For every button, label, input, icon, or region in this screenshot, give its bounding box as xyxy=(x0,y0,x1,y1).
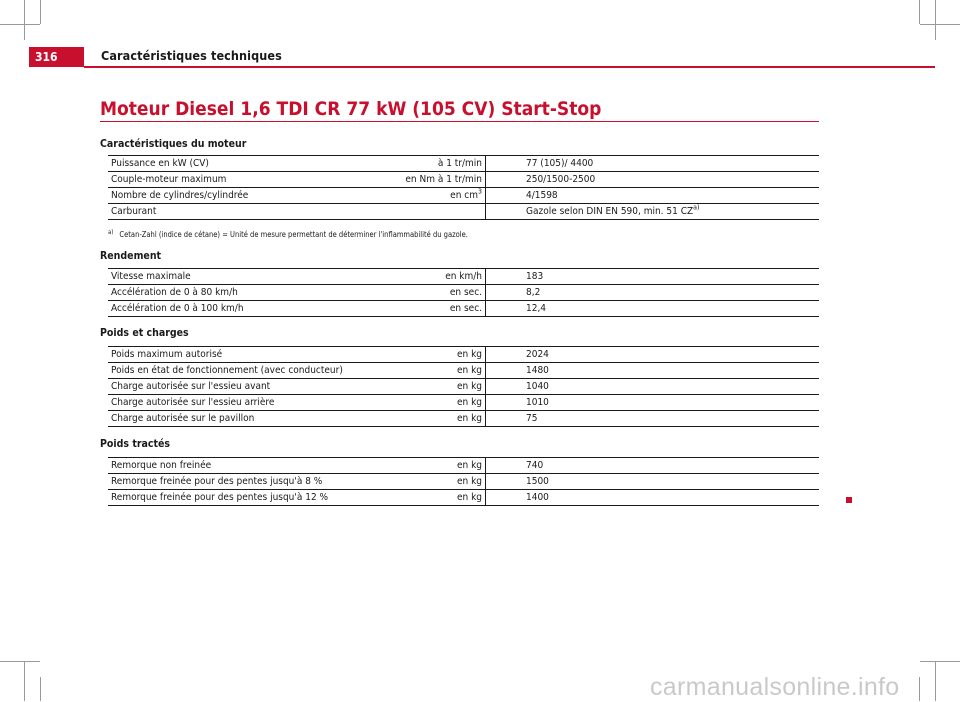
row-value: 1010 xyxy=(486,395,820,411)
row-value: 1040 xyxy=(486,379,820,395)
row-label: Couple-moteur maximum xyxy=(108,172,380,188)
row-value xyxy=(486,204,820,220)
crop-mark xyxy=(0,661,40,662)
row-label: Nombre de cylindres/cylindrée xyxy=(108,188,380,204)
row-value: 183 xyxy=(486,269,820,285)
row-value: 12,4 xyxy=(486,301,820,317)
table-row xyxy=(108,363,819,379)
crop-mark xyxy=(920,24,960,25)
header-rule xyxy=(84,66,935,68)
table-row xyxy=(108,285,819,301)
page-number: 316 xyxy=(29,47,84,67)
row-label: Remorque freinée pour des pentes jusqu'à 8 % xyxy=(108,474,380,490)
table-row xyxy=(108,172,819,188)
section-heading-towing: Poids tractés xyxy=(100,438,171,450)
row-label: Accélération de 0 à 80 km/h xyxy=(108,285,380,301)
table-row xyxy=(108,156,819,172)
row-unit xyxy=(380,204,486,220)
table-row xyxy=(108,347,819,363)
header-title: Caractéristiques techniques xyxy=(101,48,282,63)
row-value: 1400 xyxy=(486,490,820,506)
row-value: 4/1598 xyxy=(486,188,820,204)
crop-mark xyxy=(24,661,25,701)
crop-mark xyxy=(40,677,41,701)
row-unit: en kg xyxy=(380,347,486,363)
title-rule xyxy=(100,121,819,122)
page-title: Moteur Diesel 1,6 TDI CR 77 kW (105 CV) Start-Stop xyxy=(100,98,602,120)
row-value: 8,2 xyxy=(486,285,820,301)
table-row xyxy=(108,490,819,506)
row-unit: en sec. xyxy=(380,285,486,301)
row-label: Remorque freinée pour des pentes jusqu'à 12 % xyxy=(108,490,380,506)
row-label: Accélération de 0 à 100 km/h xyxy=(108,301,380,317)
row-label: Poids maximum autorisé xyxy=(108,347,380,363)
row-unit: en km/h xyxy=(380,269,486,285)
row-unit: en kg xyxy=(380,379,486,395)
footnote-ref: a) xyxy=(693,203,700,212)
unit-superscript: 3 xyxy=(477,187,482,196)
crop-mark xyxy=(919,0,920,24)
row-value: 75 xyxy=(486,411,820,427)
table-row xyxy=(108,379,819,395)
engine-table xyxy=(108,155,819,220)
row-unit: en sec. xyxy=(380,301,486,317)
crop-mark xyxy=(935,661,936,701)
table-row xyxy=(108,411,819,427)
row-label: Remorque non freinée xyxy=(108,458,380,474)
row-label: Poids en état de fonctionnement (avec conducteur) xyxy=(108,363,380,379)
unit-text: en cm xyxy=(450,190,478,201)
row-value: 1500 xyxy=(486,474,820,490)
value-text: Gazole selon DIN EN 590, min. 51 CZ xyxy=(526,206,694,217)
row-value: 250/1500-2500 xyxy=(486,172,820,188)
row-unit: en kg xyxy=(380,490,486,506)
section-end-square-icon xyxy=(846,497,852,503)
crop-mark xyxy=(0,24,40,25)
watermark: carmanualsonline.info xyxy=(650,673,900,701)
footnote xyxy=(108,230,468,239)
row-unit: en kg xyxy=(380,474,486,490)
weights-table xyxy=(108,346,819,427)
crop-mark xyxy=(935,0,936,40)
row-value: 740 xyxy=(486,458,820,474)
crop-mark xyxy=(40,0,41,24)
row-label: Charge autorisée sur le pavillon xyxy=(108,411,380,427)
row-value: 1480 xyxy=(486,363,820,379)
crop-mark xyxy=(919,677,920,701)
row-label: Charge autorisée sur l'essieu arrière xyxy=(108,395,380,411)
table-row xyxy=(108,188,819,204)
section-heading-engine: Caractéristiques du moteur xyxy=(100,138,247,150)
section-heading-performance: Rendement xyxy=(100,250,162,262)
crop-mark xyxy=(24,0,25,40)
row-unit: en kg xyxy=(380,363,486,379)
table-row xyxy=(108,204,819,220)
row-label: Vitesse maximale xyxy=(108,269,380,285)
footnote-text: Cetan-Zahl (indice de cétane) = Unité de mesure permettant de déterminer l'inflammabilité du gazole. xyxy=(119,230,468,239)
row-label: Carburant xyxy=(108,204,380,220)
row-label: Charge autorisée sur l'essieu avant xyxy=(108,379,380,395)
footnote-marker: a) xyxy=(108,228,114,236)
row-unit xyxy=(380,188,486,204)
table-row xyxy=(108,395,819,411)
row-unit: en kg xyxy=(380,395,486,411)
table-row xyxy=(108,269,819,285)
table-row xyxy=(108,474,819,490)
row-unit: en Nm à 1 tr/min xyxy=(380,172,486,188)
table-row xyxy=(108,458,819,474)
row-unit: en kg xyxy=(380,411,486,427)
section-heading-weights: Poids et charges xyxy=(100,327,189,339)
towing-table xyxy=(108,457,819,506)
row-label: Puissance en kW (CV) xyxy=(108,156,380,172)
row-unit: à 1 tr/min xyxy=(380,156,486,172)
table-row xyxy=(108,301,819,317)
row-value: 2024 xyxy=(486,347,820,363)
row-value: 77 (105)/ 4400 xyxy=(486,156,820,172)
row-unit: en kg xyxy=(380,458,486,474)
performance-table xyxy=(108,268,819,317)
crop-mark xyxy=(920,661,960,662)
